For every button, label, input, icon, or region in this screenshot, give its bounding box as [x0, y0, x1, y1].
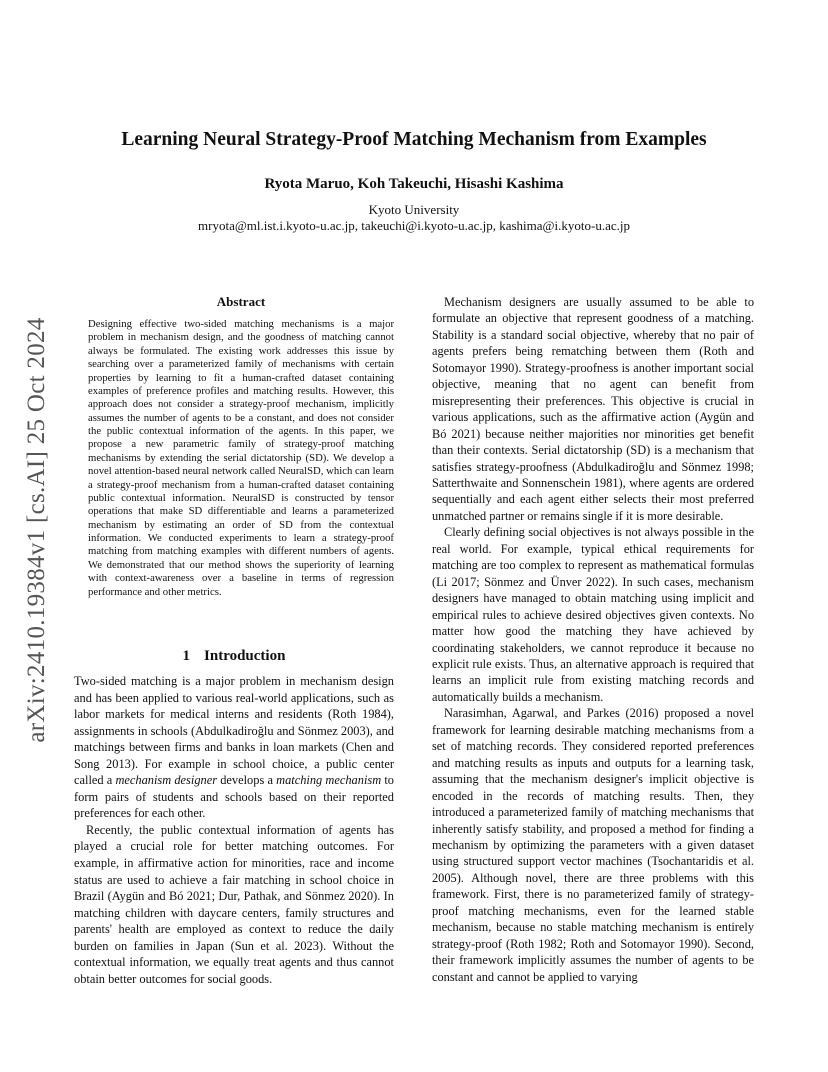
arxiv-sidebar [22, 300, 52, 760]
intro-p1-text-b: develops a [217, 773, 277, 788]
section-title: Introduction [204, 648, 286, 664]
abstract-heading: Abstract [216, 294, 266, 309]
right-paragraph-1: Mechanism designers are usually assumed to be able to formulate an objective that represent goodness of a matching. Stability is a standard social objective, whereby that no pair of agents prefers being rematching between them (Roth and Sotomayor 1990). Strategy-proofness is another important social objective, meaning that no agent can benefit from misrepresenting their preferences. This objective is crucial in various applications, such as the affirmative action (Aygün and Bó 2021) because neither majorities nor minorities get benefit than their contexts. Serial dictatorship (SD) is a mechanism that satisfies strategy-proofness (Abdulkadiroğlu and Sönmez 1998; Satterthwaite and Sonnenschein 1981), where agents are ordered sequentially and each agent either selects their most preferred unmatched partner or remains single if it is more desirable. [432, 295, 754, 523]
section-number: 1 [182, 648, 191, 664]
intro-p1-text-c: to form pairs of students and schools based on their reported preferences for each other. [74, 773, 394, 821]
intro-paragraph-1 [74, 673, 394, 822]
section-heading [74, 648, 394, 665]
term-matching-mechanism: matching mechanism [276, 773, 382, 788]
arxiv-identifier[interactable]: arXiv:2410.19384v1 [cs.AI] 25 Oct 2024 [23, 317, 50, 743]
abstract-text: Designing effective two-sided matching mechanisms is a major problem in mechanism design, and the goodness of matching cannot always be formulated. The existing work addresses this issue by searching over a parameterized family of mechanisms with certain properties by learning to fit a human-crafted dataset containing examples of preference profiles and matching results. However, this approach does not consider a strategy-proof mechanism, implicitly assumes the number of agents to be a constant, and does not consider the public contextual information of the agents. In this paper, we propose a new parametric family of strategy-proof matching mechanisms by extending the serial dictatorship (SD). We develop a novel attention-based neural network called NeuralSD, which can learn a strategy-proof mechanism from a human-crafted dataset containing public contextual information. NeuralSD is constructed by tensor operations that make SD differentiable and learns a parameterized mechanism by estimating an order of SD from the contextual information. We conducted experiments to learn a strategy-proof matching from matching examples with different numbers of agents. We demonstrated that our method shows the superiority of learning with context-awareness over a baseline in terms of regression performance and other metrics. [88, 318, 394, 598]
intro-paragraph-2: Recently, the public contextual information of agents has played a crucial role for better matching outcomes. For example, in affirmative action for minorities, race and income status are used to achieve a fair matching in school choice in Brazil (Aygün and Bó 2021; Dur, Pathak, and Sönmez 2020). In matching children with daycare centers, family structures and parents' health are employed as context to reduce the daily burden on families in Japan (Sun et al. 2023). Without the contextual information, we equally treat agents and thus cannot obtain better outcomes for social goods. [74, 822, 394, 986]
term-mechanism-designer: mechanism designer [115, 773, 218, 788]
introduction-section [74, 648, 394, 987]
right-paragraph-2: Clearly defining social objectives is not always possible in the real world. For example, typical ethical requirements for matching are too complex to represent as mathematical formulas (Li 2017; Sönmez and Ünver 2022). In such cases, mechanism designers have managed to obtain matching using implicit and empirical rules to achieve desired objectives given contexts. No matter how good the matching they have achieved by coordinating stakeholders, we cannot reproduce it because no explicit rule exists. Thus, an alternative approach is required that learns an implicit rule from existing matching records and automatically builds a mechanism. [432, 525, 754, 704]
author-emails[interactable]: mryota@ml.ist.i.kyoto-u.ac.jp, takeuchi@i.kyoto-u.ac.jp, kashima@i.kyoto-u.ac.jp [198, 218, 630, 233]
paper-title: Learning Neural Strategy-Proof Matching Mechanism from Examples [121, 129, 707, 150]
right-column [432, 294, 754, 985]
abstract-section [88, 294, 394, 599]
intro-p1-text-a: Two-sided matching is a major problem in mechanism design and has been applied to various real-world applications, such as labor markets for medical interns and residents (Roth 1984), assignments in schools (Abdulkadiroğlu and Sönmez 2003), and matchings between firms and banks in loan markets (Chen and Song 2013). For example in school choice, a public center called a [74, 674, 394, 788]
affiliation: Kyoto University [368, 202, 460, 217]
right-paragraph-3: Narasimhan, Agarwal, and Parkes (2016) proposed a novel framework for learning desirable matching mechanisms from a set of matching records. They considered reported preferences and matching results as inputs and outputs for a learning task, assuming that the mechanism designer's implicit objective is encoded in the records of matching results. Then, they introduced a parameterized family of matching mechanisms that inherently satisfy stability, and proposed a method for finding a mechanism by optimizing the parameters with a given dataset using structured support vector machines (Tsochantaridis et al. 2005). Although novel, there are three problems with this framework. First, there is no parameterized family of strategy-proof matching mechanisms, even for the learned stable mechanism, because no stable matching mechanism is entirely strategy-proof (Roth 1982; Roth and Sotomayor 1990). Second, their framework implicitly assumes the number of agents to be constant and cannot be applied to varying [432, 706, 754, 984]
author-list: Ryota Maruo, Koh Takeuchi, Hisashi Kashima [264, 176, 564, 192]
